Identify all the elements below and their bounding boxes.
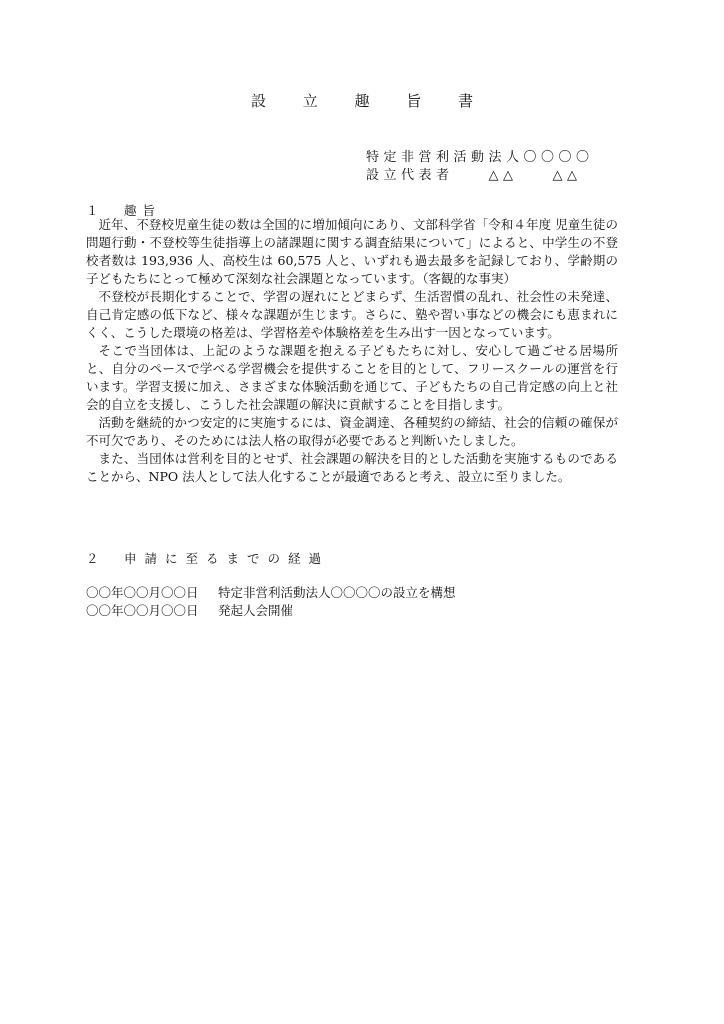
paragraph: また、当団体は営利を目的とせず、社会課題の解決を目的とした活動を実施するものであることから、NPO 法人として法人化することが最適であると考え、設立に至りました。 [86,451,618,484]
paragraph: 活動を継続的かつ安定的に実施するには、資金調達、各種契約の締結、社会的信頼の確保が不可欠であり、そのためには法人格の取得が必要であると判断いたしました。 [86,415,618,448]
paragraph: 近年、不登校児童生徒の数は全国的に増加傾向にあり、文部科学省「令和４年度 児童生徒の問題行動・不登校等生徒指導上の諸課題に関する調査結果について」によると、中学生の不登校者数は 193,936 人、高校生は 60,575 人と、いずれも過去最多を記録しており、学齢期の子どもたちにとって極めて深刻な社会課題となっています。（客観的な事実） [86,217,618,286]
section-2-heading [86,549,329,567]
history-date: 〇〇年〇〇月〇〇日 [86,603,199,618]
history-item [86,602,456,620]
history-event: 特定非営利活動法人〇〇〇〇の設立を構想 [218,585,456,600]
document-title: 設 立 趣 旨 書 [250,92,490,110]
section-1-body [86,216,618,486]
history-date: 〇〇年〇〇月〇〇日 [86,585,199,600]
section-1-number: １ [86,203,99,218]
paragraph: そこで当団体は、上記のような課題を抱える子どもたちに対し、安心して過ごせる居場所と、自分のペースで学べる学習機会を提供することを目的として、フリースクールの運営を行います。学習支援に加え、さまざまな体験活動を通じて、子どもたちの自己肯定感の向上と社会的自立を支援し、こうした社会課題の解決に貢献することを目指します。 [86,343,618,412]
section-1-title: 趣旨 [124,203,162,218]
organization-block [366,149,594,185]
section-2-title: 申請に至るまでの経過 [124,551,330,566]
representative-line: 設立代表者 △△ △△ [366,168,582,183]
organization-name: 特定非営利活動法人〇〇〇〇 [366,150,594,165]
history-event: 発起人会開催 [218,603,294,618]
history-item [86,584,456,602]
history-list [86,584,456,620]
paragraph: 不登校が長期化することで、学習の遅れにとどまらず、生活習慣の乱れ、社会性の未発達、自己肯定感の低下など、様々な課題が生じます。さらに、塾や習い事などの機会にも恵まれにくく、こうした環境の格差は、学習格差や体験格差を生み出す一因となっています。 [86,289,618,340]
section-2-number: ２ [86,551,99,566]
